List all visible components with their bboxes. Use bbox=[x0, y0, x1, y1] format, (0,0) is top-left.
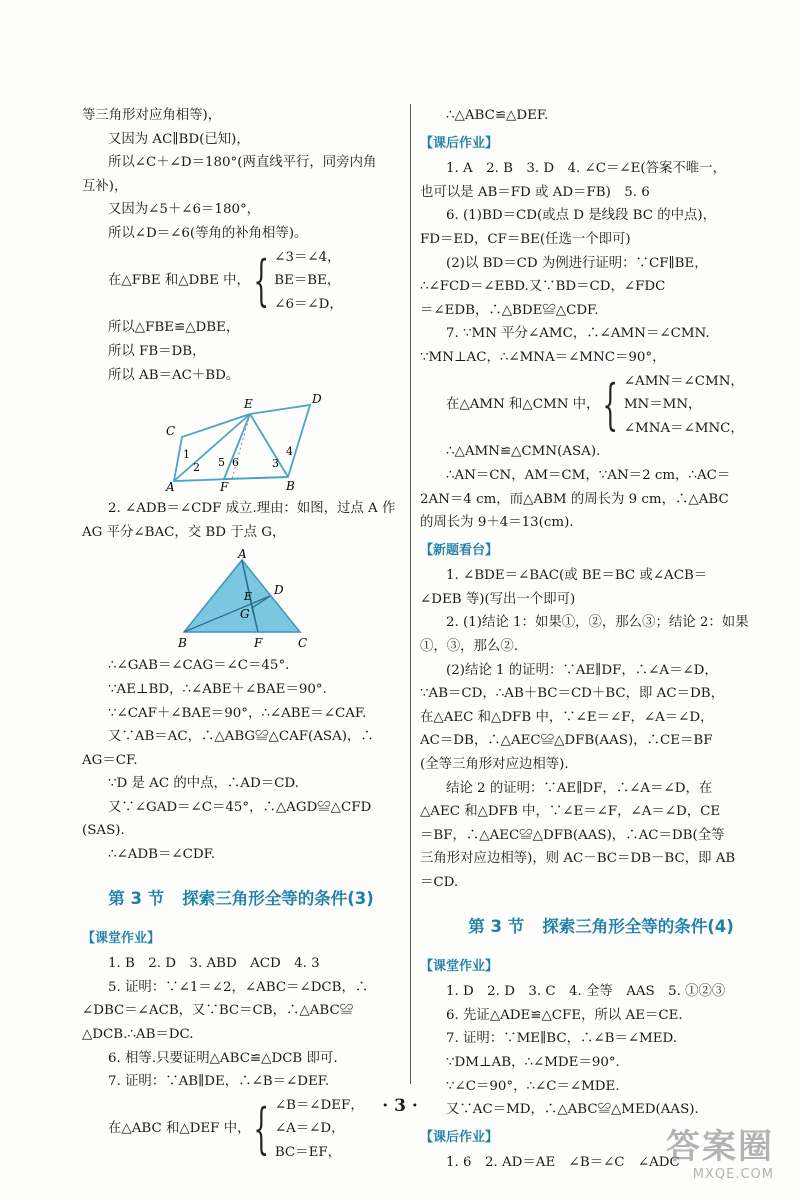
text-line: ∵DM⊥AB，∴∠MDE＝90°. bbox=[446, 1054, 620, 1070]
figure-label: C bbox=[166, 424, 176, 439]
figure-label: 2 bbox=[193, 461, 200, 475]
text-line: ∴△ABC≌△DEF. bbox=[446, 108, 549, 123]
page-number: · 3 · bbox=[382, 1096, 418, 1116]
figure-label: B bbox=[286, 479, 295, 492]
section-title: 探索三角形全等的条件(4) bbox=[542, 916, 734, 936]
system-row: ∠A＝∠D， bbox=[274, 1121, 345, 1137]
system-row: ∠MNA＝∠MNC， bbox=[623, 420, 744, 436]
text-line: (全等三角形对应边相等). bbox=[420, 757, 569, 773]
text-line: 所以∠C＋∠D＝180°(两直线平行，同旁内角 bbox=[108, 155, 377, 171]
text-line: AG＝CF. bbox=[82, 752, 138, 768]
text-line: AC＝DB，∴△AEC≌△DFB(AAS)，∴CE＝BF bbox=[420, 733, 713, 749]
figure-label: 3 bbox=[272, 457, 279, 471]
figure-label: D bbox=[274, 583, 284, 598]
text-line: 也可以是 AB＝FD 或 AD＝FB) 5. 6 bbox=[420, 184, 650, 200]
tag-homework: 【课后作业】 bbox=[420, 1129, 499, 1145]
text-line: 7. ∵MN 平分∠AMC，∴∠AMN＝∠CMN. bbox=[446, 326, 710, 342]
system-row: ∠B＝∠DEF， bbox=[274, 1097, 364, 1113]
system-row: ∠AMN＝∠CMN， bbox=[623, 373, 744, 389]
text-line: ＝CD. bbox=[420, 875, 459, 890]
system-row: ∠6＝∠D， bbox=[274, 296, 343, 312]
system-row: MN＝MN， bbox=[623, 397, 702, 413]
brace-icon: { bbox=[253, 1097, 270, 1161]
text-line: 2. ∠ADB＝∠CDF 成立.理由：如图，过点 A 作 bbox=[108, 501, 396, 517]
text-line: ∵MN⊥AC，∴∠MNA＝∠MNC＝90°， bbox=[420, 349, 666, 365]
text-line: (2)以 BD＝CD 为例进行证明：∵CF∥BE， bbox=[446, 255, 708, 271]
geometry-figure-1 bbox=[82, 391, 400, 491]
figure-label: C bbox=[298, 636, 308, 649]
text-line: FD＝ED，CF＝BE(任选一个即可) bbox=[420, 231, 631, 247]
text-line: ∴AN＝CN，AM＝CM，∵AN＝2 cm，∴AC＝ bbox=[446, 467, 731, 483]
watermark-logo: 答案圈 bbox=[666, 1127, 774, 1167]
figure-label: G bbox=[240, 607, 250, 622]
system-lead: 在△ABC 和△DEF 中， bbox=[108, 1121, 251, 1137]
tag-class-work: 【课堂作业】 bbox=[420, 958, 499, 974]
text-line: ∠DBC＝∠ACB，又∵BC＝CB，∴△ABC≌ bbox=[82, 1003, 354, 1019]
text-line: AG 平分∠BAC，交 BD 于点 G， bbox=[82, 524, 286, 540]
text-line: ∴∠GAB＝∠CAG＝∠C＝45°. bbox=[108, 658, 290, 674]
text-line: 等三角形对应角相等)， bbox=[82, 108, 222, 123]
text-line: 1. D 2. D 3. C 4. 全等 AAS 5. ①②③ bbox=[446, 984, 726, 1000]
text-line: 在△AEC 和△DFB 中，∵∠E＝∠F，∠A＝∠D， bbox=[420, 709, 714, 725]
proof-system bbox=[82, 246, 400, 317]
text-line: 6. 相等.只要证明△ABC≌△DCB 即可. bbox=[108, 1050, 338, 1066]
figure-label: B bbox=[178, 636, 187, 649]
text-line: 7. 证明：∵ME∥BC，∴∠B＝∠MED. bbox=[446, 1031, 678, 1047]
text-line: ∴△AMN≌△CMN(ASA). bbox=[446, 444, 601, 460]
text-line: ＝∠EDB，∴△BDE≌△CDF. bbox=[420, 302, 599, 318]
text-line: 7. 证明：∵AB∥DE，∴∠B＝∠DEF. bbox=[108, 1074, 330, 1090]
figure-label: E bbox=[244, 590, 253, 604]
section-number: 第 3 节 bbox=[468, 916, 525, 936]
section-heading bbox=[420, 913, 782, 941]
text-line: 又因为 AC∥BD(已知)， bbox=[108, 131, 250, 147]
system-lead: 在△AMN 和△CMN 中， bbox=[446, 397, 600, 413]
text-line: ∵∠CAF＋∠BAE＝90°，∴∠ABE＝∠CAF. bbox=[108, 705, 367, 721]
section-heading bbox=[82, 885, 400, 913]
text-line: △AEC 和△DFB 中，∵∠E＝∠F，∠A＝∠D，CE bbox=[420, 804, 721, 820]
watermark-url: MXQE.COM bbox=[692, 1167, 774, 1182]
text-line: 的周长为 9＋4＝13(cm). bbox=[420, 515, 574, 531]
text-line: 三角形对应边相等)，则 AC－BC＝DB－BC，即 AB bbox=[420, 851, 736, 867]
text-line: ∴∠ADB＝∠CDF. bbox=[108, 847, 216, 863]
system-lead: 在△FBE 和△DBE 中， bbox=[108, 273, 250, 289]
text-line: 又因为∠5＋∠6＝180°， bbox=[108, 202, 261, 218]
text-line: 所以△FBE≌△DBE， bbox=[108, 320, 240, 336]
system-row: BE＝BE， bbox=[274, 273, 341, 289]
system-row: BC＝EF， bbox=[274, 1145, 342, 1160]
tag-class-work: 【课堂作业】 bbox=[82, 930, 161, 946]
text-line: 6. 先证△ADE≌△CFE，所以 AE＝CE. bbox=[446, 1007, 683, 1023]
text-line: ∵∠C＝90°，∴∠C＝∠MDE. bbox=[446, 1078, 620, 1094]
figure-label: A bbox=[238, 548, 247, 562]
proof-system bbox=[420, 370, 782, 441]
figure-label: A bbox=[166, 480, 175, 492]
text-line: 2. (1)结论 1：如果①，②，那么③；结论 2：如果 bbox=[446, 615, 749, 631]
text-line: 结论 2 的证明：∵AE∥DF，∴∠A＝∠D，在 bbox=[446, 780, 713, 796]
section-title: 探索三角形全等的条件(3) bbox=[182, 888, 374, 908]
text-line: 又∵AC＝MD，∴△ABC≌△MED(AAS). bbox=[446, 1102, 699, 1118]
figure-label: 6 bbox=[232, 456, 239, 470]
text-line: 所以 AB＝AC＋BD。 bbox=[108, 367, 240, 383]
geometry-figure-2 bbox=[82, 548, 400, 648]
tag-homework: 【课后作业】 bbox=[420, 135, 499, 151]
figure-label: F bbox=[254, 636, 263, 649]
text-line: 2AN＝4 cm，而△ABM 的周长为 9 cm，∴△ABC bbox=[420, 491, 729, 507]
brace-icon: { bbox=[602, 372, 619, 436]
text-line: ①，③，那么②. bbox=[420, 639, 518, 655]
text-line: 又∵AB＝AC，∴△ABG≌△CAF(ASA)，∴ bbox=[108, 729, 374, 745]
brace-icon: { bbox=[253, 248, 269, 312]
text-line: 1. 6 2. AD＝AE ∠B＝∠C ∠ADC bbox=[446, 1155, 680, 1171]
text-line: ∵D 是 AC 的中点，∴AD＝CD. bbox=[108, 776, 299, 792]
text-line: ＝BF，∴△AEC≌△DFB(AAS)，∴AC＝DB(全等 bbox=[420, 827, 725, 843]
figure-label: 4 bbox=[286, 445, 293, 459]
text-line: ∵AE⊥BD，∴∠ABE＋∠BAE＝90°. bbox=[108, 681, 327, 697]
system-rows bbox=[624, 370, 744, 441]
figure-label: F bbox=[220, 480, 229, 492]
left-column bbox=[82, 104, 400, 1165]
text-line: 1. A 2. B 3. D 4. ∠C＝∠E(答案不唯一， bbox=[446, 161, 726, 177]
right-column bbox=[420, 104, 782, 1175]
text-line: ∠DEB 等)(写出一个即可) bbox=[420, 591, 576, 607]
text-line: 所以∠D＝∠6(等角的补角相等)。 bbox=[108, 225, 308, 241]
figure-label: 5 bbox=[218, 456, 225, 470]
text-line: 1. ∠BDE＝∠BAC(或 BE＝BC 或∠ACB＝ bbox=[446, 568, 708, 584]
text-line: (SAS). bbox=[82, 823, 125, 839]
system-rows bbox=[274, 246, 342, 317]
text-line: 互补)， bbox=[82, 178, 128, 194]
text-line: 又∵∠GAD＝∠C＝45°，∴△AGD≌△CFD bbox=[108, 799, 372, 815]
text-line: (2)结论 1 的证明：∵AE∥DF，∴∠A＝∠D， bbox=[446, 662, 718, 678]
watermark bbox=[666, 1127, 774, 1182]
text-line: △DCB.∴AB＝DC. bbox=[82, 1027, 194, 1043]
figure-label: D bbox=[312, 392, 322, 407]
text-line: 6. (1)BD＝CD(或点 D 是线段 BC 的中点)， bbox=[446, 208, 717, 224]
figure-label: E bbox=[244, 397, 253, 412]
text-line: 所以 FB＝DB， bbox=[108, 343, 206, 359]
text-line: ∵AB＝CD，∴AB＋BC＝CD＋BC，即 AC＝DB， bbox=[420, 686, 724, 702]
tag-new-problems: 【新题看台】 bbox=[420, 542, 499, 558]
figure-label: 1 bbox=[183, 448, 190, 462]
text-line: ∴∠FCD＝∠EBD.又∵BD＝CD，∠FDC bbox=[420, 279, 666, 295]
system-row: ∠3＝∠4， bbox=[274, 249, 341, 265]
text-line: 5. 证明：∵∠1＝∠2，∠ABC＝∠DCB，∴ bbox=[108, 979, 369, 995]
column-divider bbox=[410, 104, 411, 1084]
text-line: 1. B 2. D 3. ABD ACD 4. 3 bbox=[108, 956, 320, 972]
section-number: 第 3 节 bbox=[108, 888, 165, 908]
